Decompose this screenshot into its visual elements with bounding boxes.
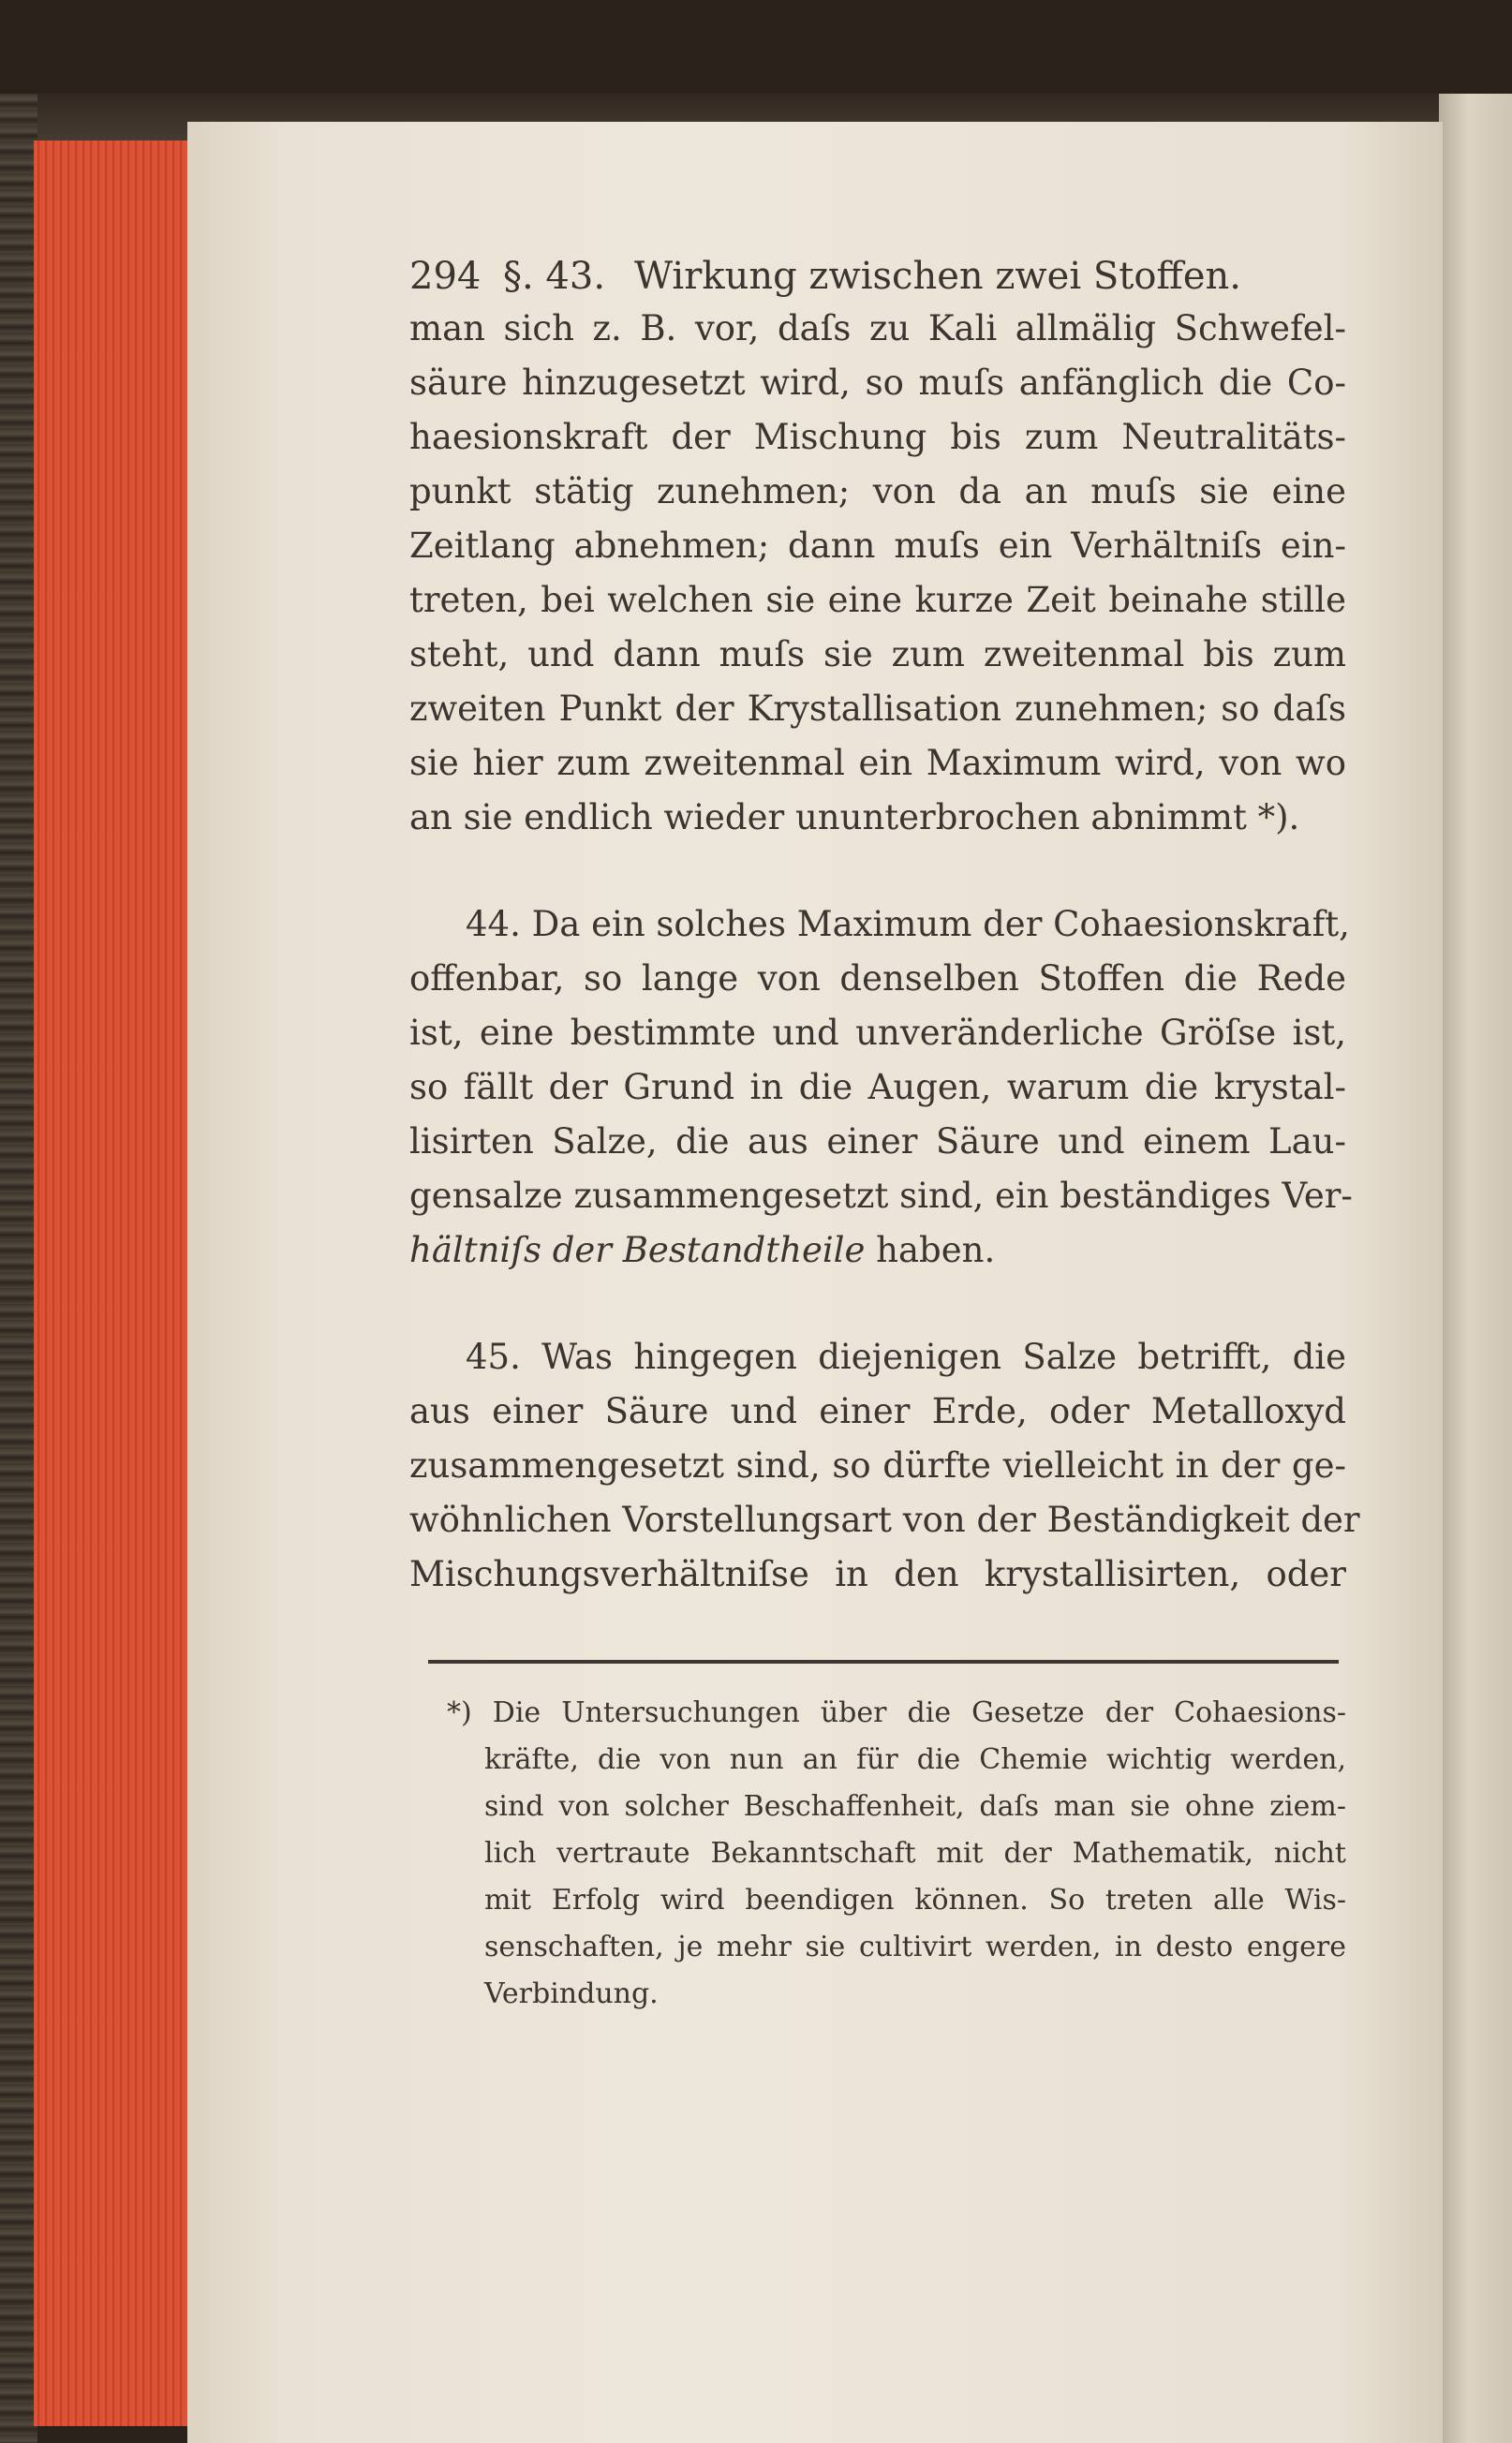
text-line: an sie endlich wieder ununterbrochen abnimmt *). <box>409 797 1300 837</box>
text-line <box>409 1223 1346 1278</box>
text-line: punkt stätig zunehmen; von da an muſs sie eine <box>409 471 1346 511</box>
footnote <box>409 1690 1346 2018</box>
running-title: Wirkung zwischen zwei Stoffen. <box>634 255 1241 298</box>
running-header <box>409 251 1346 302</box>
text-line: 45. Was hingegen diejenigen Salze betrifft, die <box>466 1337 1346 1377</box>
paragraph-gap <box>409 845 1346 897</box>
text-line: man sich z. B. vor, daſs zu Kali allmälig Schwefel- <box>409 308 1346 348</box>
text-line: säure hinzugesetzt wird, so muſs anfänglich die Co- <box>409 363 1346 403</box>
page-number: 294 <box>409 255 482 298</box>
footnote-rule-line <box>428 1660 1339 1664</box>
text-line: 44. Da ein solches Maximum der Cohaesionskraft, <box>466 904 1350 944</box>
text-line: so fällt der Grund in die Augen, warum die krystal- <box>409 1067 1346 1107</box>
italic-phrase: hältniſs der Bestandtheile <box>409 1230 866 1270</box>
text-line: sie hier zum zweitenmal ein Maximum wird, von wo <box>409 743 1346 783</box>
paragraph-44 <box>409 897 1353 1278</box>
footnote-line: lich vertraute Bekanntschaft mit der Mathematik, nicht <box>484 1837 1346 1870</box>
facing-page-edge <box>1439 94 1512 2443</box>
red-page-edges <box>34 141 193 2426</box>
footnote-line: *) Die Untersuchungen über die Gesetze der Cohaesions- <box>447 1696 1346 1729</box>
paragraph-continued <box>409 302 1346 845</box>
text-line: gensalze zusammengesetzt sind, ein beständiges Ver- <box>409 1176 1353 1216</box>
text-line: zusammengesetzt sind, so dürfte vielleicht in der ge- <box>409 1445 1346 1486</box>
text-line: haesionskraft der Mischung bis zum Neutralitäts- <box>409 417 1346 457</box>
text-line: Mischungsverhältniſse in den krystallisirten, oder <box>409 1554 1346 1594</box>
footnote-rule <box>409 1639 1346 1690</box>
text-line: zweiten Punkt der Krystallisation zunehmen; so daſs <box>409 688 1346 729</box>
section-number: §. 43. <box>503 255 606 298</box>
text-line: ist, eine bestimmte und unveränderliche Gröſse ist, <box>409 1013 1346 1053</box>
text-tail: haben. <box>865 1230 996 1270</box>
paragraph-gap <box>409 1278 1346 1330</box>
text-line: wöhnlichen Vorstellungsart von der Beständigkeit der <box>409 1500 1360 1540</box>
text-line: lisirten Salze, die aus einer Säure und einem Lau- <box>409 1121 1346 1162</box>
footnote-gap <box>409 1602 1346 1639</box>
text-line: offenbar, so lange von denselben Stoffen die Rede <box>409 958 1346 999</box>
text-line: treten, bei welchen sie eine kurze Zeit beinahe stille <box>409 580 1346 620</box>
text-line: Zeitlang abnehmen; dann muſs ein Verhältniſs ein- <box>409 526 1346 566</box>
page-text <box>409 251 1360 2018</box>
footnote-line: sind von solcher Beschaffenheit, daſs man sie ohne ziem- <box>484 1790 1346 1823</box>
footnote-line: kräfte, die von nun an für die Chemie wichtig werden, <box>484 1743 1346 1776</box>
footnote-line: Verbindung. <box>484 1977 659 2010</box>
text-line: steht, und dann muſs sie zum zweitenmal bis zum <box>409 634 1346 674</box>
text-line: aus einer Säure und einer Erde, oder Metalloxyd <box>409 1391 1346 1431</box>
book-cover-edge <box>0 94 37 2443</box>
footnote-line: senschaften, je mehr sie cultivirt werden, in desto engere <box>484 1931 1346 1963</box>
paragraph-45 <box>409 1330 1360 1602</box>
footnote-line: mit Erfolg wird beendigen können. So treten alle Wis- <box>484 1884 1346 1917</box>
